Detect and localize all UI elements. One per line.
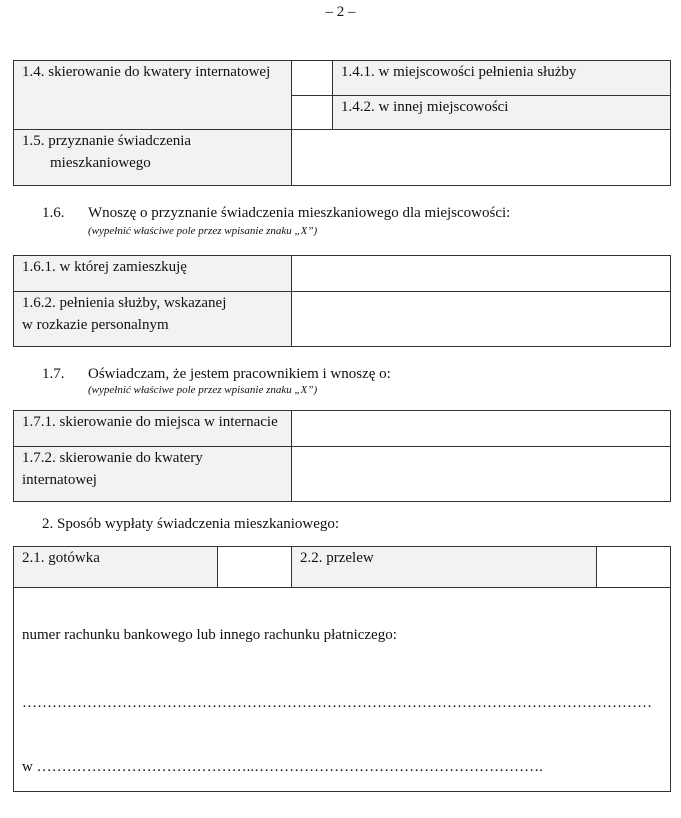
dormitory-referral-label <box>14 61 292 130</box>
option-1-6-1-text: 1.6.1. w której zamieszkuję <box>22 259 187 275</box>
payment-cash-text: 2.1. gotówka <box>22 550 100 566</box>
section-1-6-title: Wnoszę o przyznanie świadczenia mieszkaniowego dla miejscowości: <box>88 205 511 221</box>
payment-transfer-text: 2.2. przelew <box>300 550 374 566</box>
option-1-6-2-line2: w rozkazie personalnym <box>22 317 169 333</box>
account-number-label: numer rachunku bankowego lub innego rachunku płatniczego: <box>22 627 397 643</box>
employee-table <box>13 410 671 502</box>
option-1-6-2-line1: 1.6.2. pełnienia służby, wskazanej <box>22 295 227 311</box>
dormitory-referral-text: 1.4. skierowanie do kwatery internatowej <box>22 64 271 80</box>
account-number-line[interactable]: ……………………………………………………………………………………………………………… <box>22 695 652 711</box>
page-number: – 2 – <box>325 4 356 20</box>
option-1-4-1-text: 1.4.1. w miejscowości pełnienia służby <box>341 64 577 80</box>
field-1-7-2[interactable] <box>292 447 671 502</box>
housing-benefit-line1: 1.5. przyznanie świadczenia <box>22 133 192 149</box>
option-1-7-1-text: 1.7.1. skierowanie do miejsca w internacie <box>22 414 278 430</box>
bank-name-line[interactable]: w ……………………………………..…………………………………………………. <box>22 759 543 775</box>
payment-transfer <box>292 547 597 588</box>
accommodation-table <box>13 60 671 186</box>
option-1-4-1 <box>333 61 671 96</box>
field-1-6-1[interactable] <box>292 256 671 292</box>
section-2-title: 2. Sposób wypłaty świadczenia mieszkaniowego: <box>42 516 340 532</box>
checkbox-1-4-1[interactable] <box>292 61 333 96</box>
option-1-6-2 <box>14 292 292 347</box>
section-1-6-note: (wypełnić właściwe pole przez wpisanie znaku „X”) <box>88 225 318 237</box>
option-1-6-1 <box>14 256 292 292</box>
option-1-7-2-line2: internatowej <box>22 472 97 488</box>
payment-table <box>13 546 671 792</box>
housing-benefit-field[interactable] <box>292 130 671 186</box>
payment-cash <box>14 547 218 588</box>
option-1-7-1 <box>14 411 292 447</box>
section-1-6-number: 1.6. <box>42 205 65 221</box>
field-1-6-2[interactable] <box>292 292 671 347</box>
account-details-cell <box>14 588 671 792</box>
field-1-7-1[interactable] <box>292 411 671 447</box>
checkbox-1-4-2[interactable] <box>292 96 333 130</box>
section-1-7-note: (wypełnić właściwe pole przez wpisanie znaku „X”) <box>88 384 318 396</box>
locality-table <box>13 255 671 347</box>
checkbox-cash[interactable] <box>218 547 292 588</box>
housing-benefit-label <box>14 130 292 186</box>
option-1-4-2-text: 1.4.2. w innej miejscowości <box>341 99 509 115</box>
section-1-7-number: 1.7. <box>42 366 65 382</box>
option-1-7-2-line1: 1.7.2. skierowanie do kwatery <box>22 450 203 466</box>
checkbox-transfer[interactable] <box>597 547 671 588</box>
option-1-4-2 <box>333 96 671 130</box>
option-1-7-2 <box>14 447 292 502</box>
housing-benefit-line2: mieszkaniowego <box>50 155 151 171</box>
section-1-7-title: Oświadczam, że jestem pracownikiem i wnoszę o: <box>88 366 391 382</box>
